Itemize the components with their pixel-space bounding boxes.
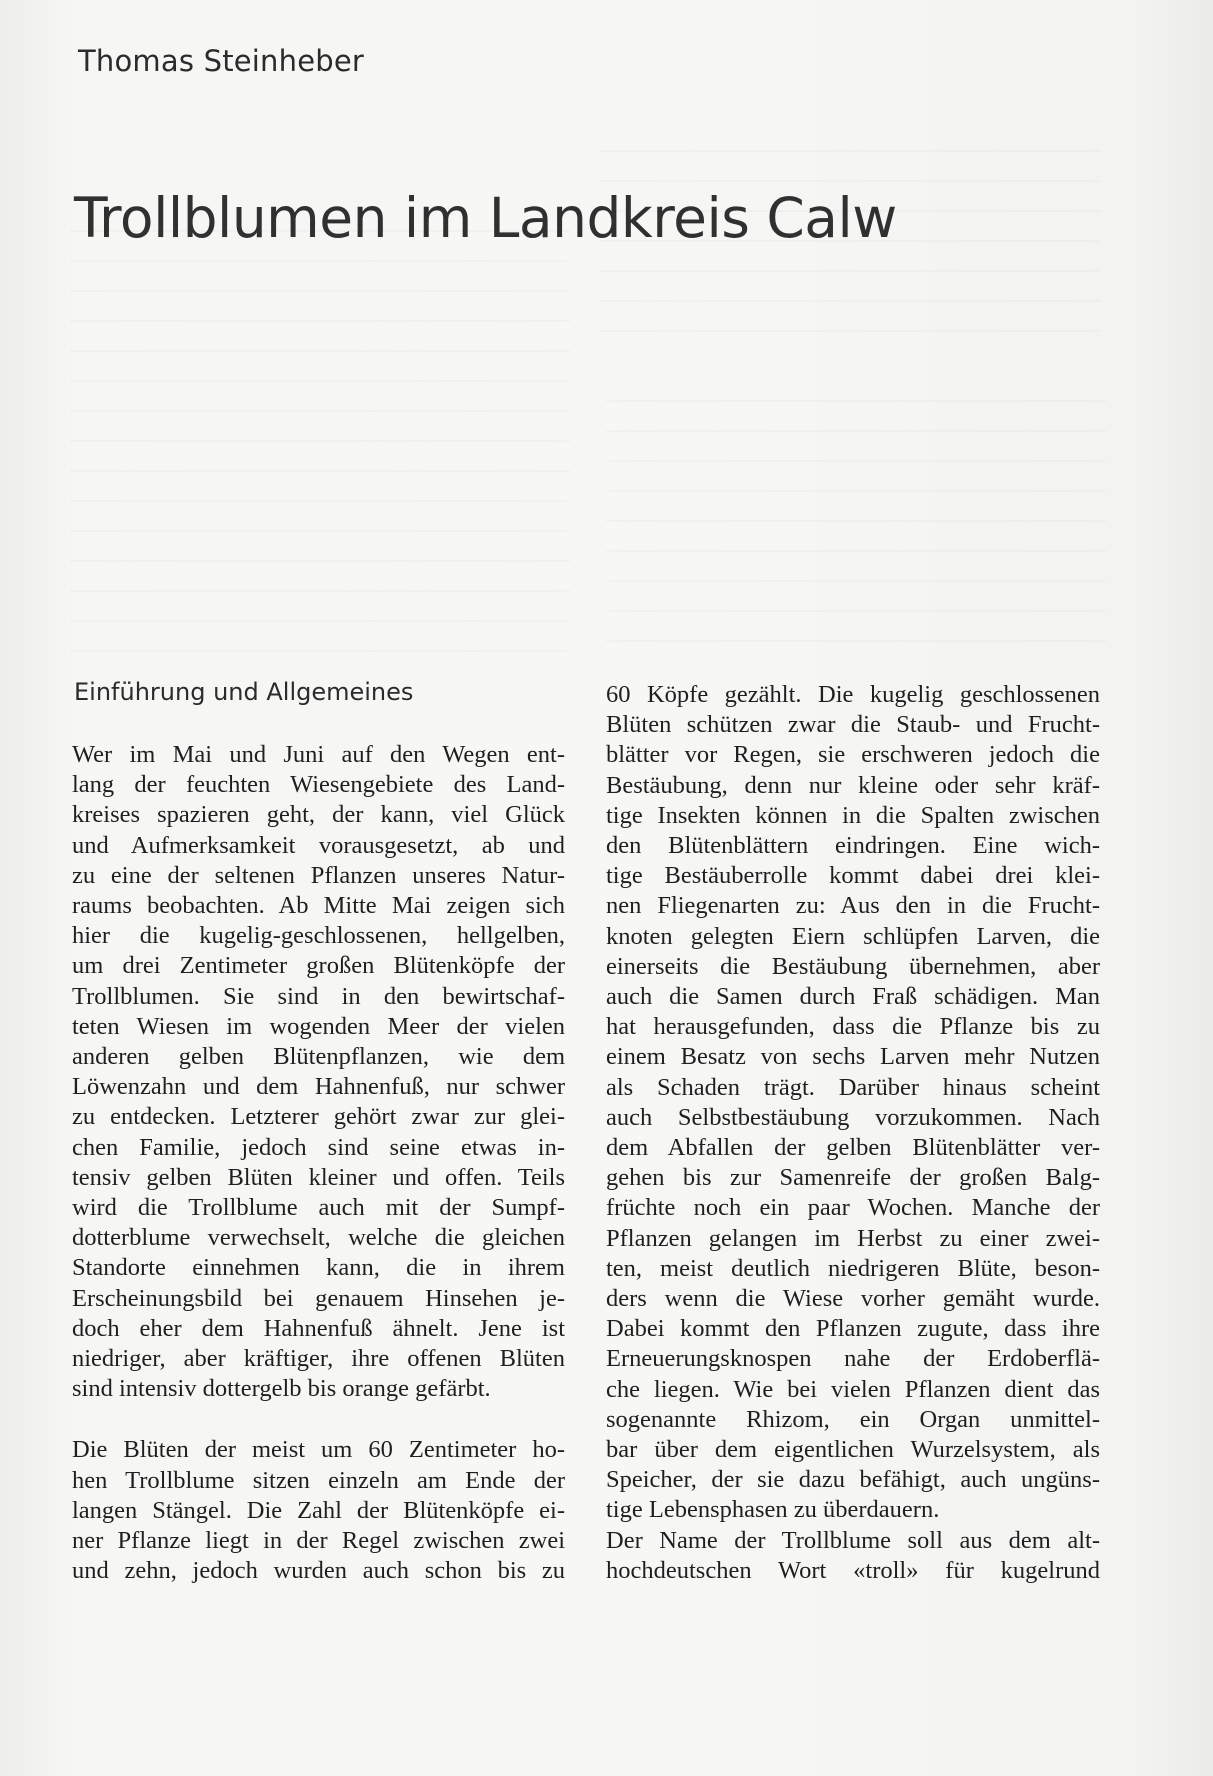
bleed-through-texture [600,150,1100,350]
text-line: Der Name der Trollblume soll aus dem alt- [606,1526,1100,1554]
text-line: nen Fliegenarten zu: Aus den in die Frucht- [606,892,1100,920]
text-line: ner Pflanze liegt in der Regel zwischen zwei [72,1527,565,1555]
text-line: kreises spazieren geht, der kann, viel Glück [72,801,565,829]
text-line: hat herausgefunden, dass die Pflanze bis zu [606,1013,1100,1041]
text-line: und zehn, jedoch wurden auch schon bis zu [72,1557,565,1585]
text-line: Löwenzahn und dem Hahnenfuß, nur schwer [72,1073,565,1101]
text-line: zu entdecken. Letzterer gehört zwar zur glei- [72,1103,565,1131]
text-line: Bestäubung, denn nur kleine oder sehr kräf- [606,771,1100,799]
left-column [72,740,565,1586]
text-line: tige Bestäuberrolle kommt dabei drei klei- [606,862,1100,890]
text-line: chen Familie, jedoch sind seine etwas in- [72,1133,565,1161]
text-line: Pflanzen gelangen im Herbst zu einer zwei- [606,1224,1100,1252]
text-line: Standorte einnehmen kann, die in ihrem [72,1254,565,1282]
text-line: und Aufmerksamkeit vorausgesetzt, ab und [72,831,565,859]
text-line: doch eher dem Hahnenfuß ähnelt. Jene ist [72,1314,565,1342]
text-line: den Blütenblättern eindringen. Eine wich- [606,832,1100,860]
text-line: sind intensiv dottergelb bis orange gefärbt. [72,1375,491,1403]
text-line: niedriger, aber kräftiger, ihre offenen Blüten [72,1345,565,1373]
text-line: dem Abfallen der gelben Blütenblätter ver- [606,1134,1100,1162]
text-line: hochdeutschen Wort «troll» für kugelrund [606,1556,1100,1584]
article-title: Trollblumen im Landkreis Calw [74,186,897,250]
text-line: hen Trollblume sitzen einzeln am Ende der [72,1466,565,1494]
text-line: sogenannte Rhizom, ein Organ unmittel- [606,1405,1100,1433]
text-line: tige Lebensphasen zu überdauern. [606,1496,940,1524]
text-line: bar über dem eigentlichen Wurzelsystem, als [606,1436,1100,1464]
text-line: wird die Trollblume auch mit der Sumpf- [72,1194,565,1222]
text-line: als Schaden trägt. Darüber hinaus scheint [606,1073,1100,1101]
text-line: Die Blüten der meist um 60 Zentimeter ho- [72,1436,565,1464]
text-line: auch Selbstbestäubung vorzukommen. Nach [606,1103,1100,1131]
text-line: tensiv gelben Blüten kleiner und offen. Teils [72,1163,565,1191]
text-line: hier die kugelig-geschlossenen, hellgelben, [72,922,565,950]
text-line: um drei Zentimeter großen Blütenköpfe der [72,952,565,980]
text-line: tige Insekten können in die Spalten zwischen [606,801,1100,829]
text-line: ten, meist deutlich niedrigeren Blüte, beson- [606,1254,1100,1282]
text-line: Blüten schützen zwar die Staub- und Frucht- [606,711,1100,739]
section-heading: Einführung und Allgemeines [74,678,414,706]
text-line: Dabei kommt den Pflanzen zugute, dass ihre [606,1315,1100,1343]
text-line: Trollblumen. Sie sind in den bewirtschaf- [72,982,565,1010]
text-line: Wer im Mai und Juni auf den Wegen ent- [72,741,565,768]
text-line: che liegen. Wie bei vielen Pflanzen dient das [606,1375,1100,1403]
text-line: früchte noch ein paar Wochen. Manche der [606,1194,1100,1222]
text-line: auch die Samen durch Fraß schädigen. Man [606,983,1100,1011]
text-line: 60 Köpfe gezählt. Die kugelig geschlossenen [606,681,1100,708]
text-line: ders wenn die Wiese vorher gemäht wurde. [606,1285,1100,1313]
text-line: gehen bis zur Samenreife der großen Balg- [606,1164,1100,1192]
text-line: anderen gelben Blütenpflanzen, wie dem [72,1043,565,1071]
text-line: lang der feuchten Wiesengebiete des Land- [72,771,565,799]
text-line: einem Besatz von sechs Larven mehr Nutzen [606,1043,1100,1071]
text-line: Erscheinungsbild bei genauem Hinsehen je- [72,1284,565,1312]
paragraph-1 [72,740,565,1404]
text-line: dotterblume verwechselt, welche die gleichen [72,1224,565,1252]
text-line: einerseits die Bestäubung übernehmen, aber [606,952,1100,980]
paragraph-2 [72,1435,565,1586]
author-name: Thomas Steinheber [78,44,365,78]
text-line: raums beobachten. Ab Mitte Mai zeigen sich [72,892,565,920]
text-line: Speicher, der sie dazu befähigt, auch ungüns- [606,1466,1100,1494]
bleed-through-texture-left [70,230,570,670]
text-line: Erneuerungsknospen nahe der Erdoberflä- [606,1345,1100,1373]
right-column [606,680,1100,1586]
text-line: teten Wiesen im wogenden Meer der vielen [72,1012,565,1040]
text-line: knoten gelegten Eiern schlüpfen Larven, die [606,922,1100,950]
bleed-through-texture-right [606,400,1106,670]
text-line: langen Stängel. Die Zahl der Blütenköpfe ei- [72,1496,565,1524]
paragraph-3 [606,680,1100,1586]
paragraph-gap [72,1404,565,1435]
text-line: zu eine der seltenen Pflanzen unseres Natur- [72,861,565,889]
text-line: blätter vor Regen, sie erschweren jedoch die [606,741,1100,769]
